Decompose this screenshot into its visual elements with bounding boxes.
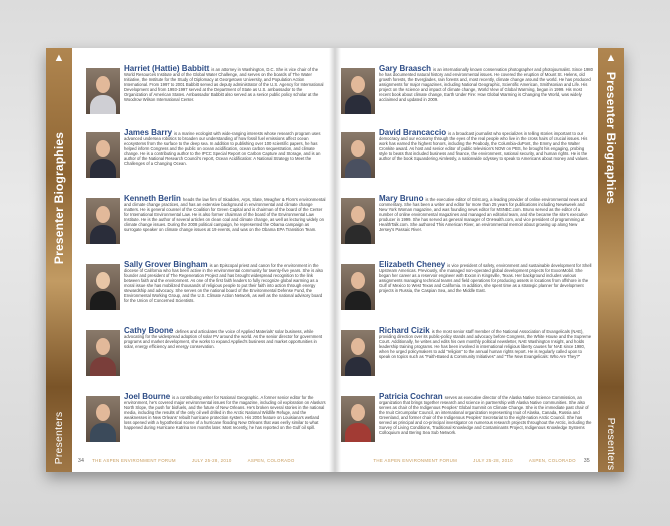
bio-text-block [124, 394, 326, 430]
footer-dates: JULY 25-28, 2010 [473, 458, 513, 463]
presenter-photo [86, 68, 120, 114]
presenter-photo [341, 330, 375, 376]
bio-text-block [124, 328, 326, 349]
presenter-photo [341, 264, 375, 310]
presenter-name: Sally Grover Bingham [124, 260, 208, 269]
bio-text-block [379, 66, 593, 102]
bio-entry [86, 196, 326, 256]
bio-text-block [124, 66, 326, 102]
presenter-bio: is a broadcast journalist who specializes in telling stories important to our democracy and our economy through the eyes of the real people who live in the cross hairs of crucial issues. His work has earned the highest honors, including the Peabody, the Columbia-duPont, the Emmy and the Walter Cronkite award. As host and senior editor of public television's NOW on PBS, he brought his engaging, probing style to beats that included business and finance, the environment, national security, and human rights. He is the author of the book Squandering Aimlessly, a nationwide odyssey to speak to Americans about money and values. [379, 131, 589, 161]
presenter-photo [341, 396, 375, 442]
right-page [335, 48, 624, 472]
right-page-strip [598, 48, 624, 472]
presenter-photo [341, 132, 375, 178]
page-footer [373, 458, 590, 464]
bio-text-block [379, 130, 593, 161]
presenter-bio: is an internationally known conservation photographer and photojournalist. Since 1980 he has documented natural history and environmental issues. He covered the eruption of Mount St. Helens, old growth forests, the Everglades, rain forests and, most recently, climate change around the world. He has produced assignments for major magazines, including National Geographic, Scientific American, Smithsonian and Life. His project on the science and impact of climate change, World View of Global Warming, began in 1999. His most recent book about climate change, Earth Under Fire: How Global Warming is Changing the World, was widely acclaimed and updated in 2009. [379, 67, 593, 102]
presenter-bio: is a contributing writer for National Geographic. A former senior editor for the environment, he's covered major environmental issues for the magazine, including oil exploration on Alaska's North Slope, the push for biofuels, and the future of New Orleans. He's broken several stories in the national media, including the results of the only oil well drilled in the Arctic National Wildlife Refuge, and the weaknesses in New Orleans' rebuilt hurricane protection system. His 2004 feature on Louisiana's wetland loss opened with a hypothetical scene of a hurricane flooding New Orleans that was eerily similar to what happened during Hurricane Katrina ten months later. Most recently, he has reported on the Gulf oil spill. [124, 395, 326, 430]
page-footer [78, 458, 295, 464]
presenter-bio: is the executive editor of Grist.org, a leading provider of online environmental news and commentary. She has been a writer and editor for more than 25 years for publications including Newsweek and New York Woman magazine, and was founding news editor for MSNBC.com. Bruno served as the editor of a number of online environmental magazines and managed an editorial team, and she became the site's executive producer in 1999. She has served as general manager of OnHealth.com, and vice president of programming at HealthTalk.com. She authored This American River, an environmental memoir about growing up along New Jersey's Passaic River. [379, 197, 588, 232]
bio-entry [86, 66, 326, 126]
presenter-bio: defines and articulates the voice of Applied Materials' solar business, while advocating for the widespread adoption of solar PV around the world. As the senior director for government programs and market development, she works to expand Applied's business and market opportunities in solar, energy efficiency and energy conservation. [124, 329, 323, 349]
bio-entry [341, 66, 593, 126]
bio-entry [341, 328, 593, 388]
page-number: 34 [78, 458, 85, 464]
presenter-name: James Barry [124, 128, 173, 137]
mountain-logo-icon: ▲ [53, 52, 65, 64]
bio-text-block [379, 262, 593, 293]
bio-text-block [124, 196, 326, 232]
strip-section: Presenters [605, 417, 617, 471]
page-number: 35 [583, 458, 590, 464]
presenter-photo [86, 330, 120, 376]
presenter-name: Gary Braasch [379, 64, 432, 73]
presenter-photo [86, 132, 120, 178]
presenter-bio: is vice president of safety, environment and sustainable development for Shell Upstream Americas. Previously, she managed non-operated global development projects for ExxonMobil. She began her career as a reservoir engineer with Exxon in Kingsville, Texas. Her background includes various assignments managing technical teams and field operations for producing assets in locations from offshore in the Gulf of Mexico to West Texas and California. In addition, she spent time as a strategic planner for development projects in Russia, the Caspian Sea, and the Middle East. [379, 263, 592, 293]
bio-entry [86, 328, 326, 388]
footer-location: ASPEN, COLORADO [528, 458, 576, 463]
bio-text-block [124, 130, 326, 166]
bio-entry [341, 130, 593, 190]
presenter-name: Cathy Boone [124, 326, 174, 335]
booklet-spread [46, 48, 624, 472]
footer-location: ASPEN, COLORADO [247, 458, 295, 463]
left-page-strip [46, 48, 72, 472]
bio-entry [341, 394, 593, 454]
presenter-bio: is the most senior staff member of the National Association of Evangelicals (NAE), providing direction over its public-policy stands and advocacy before Congress, the White House and the Supreme Court. Additionally, he writes and edits his own monthly political newsletter, NAE Washington Insight, and holds leadership training programs. He has been involved in international religious liberty causes for NAE since 1980, when he urged policymakers to add "religion" to the annual human rights report. He is regularly called upon to speak on topics such as "Faith-Based & Community Initiatives" and "The New Evangelicals: Who Are They?" [379, 329, 592, 359]
bio-entry [86, 394, 326, 454]
presenter-name: Kenneth Berlin [124, 194, 181, 203]
presenter-name: Patricia Cochran [379, 392, 443, 401]
footer-forum: THE ASPEN ENVIRONMENT FORUM [373, 458, 458, 463]
presenter-photo [86, 264, 120, 310]
presenter-bio: is an Episcopal priest and canon for the environment in the diocese of California who has been active in the environmental community for twenty-five years. She is also founder and president of The Regeneration Project and has brought widespread recognition to the link between faith and the environment. As one of the first faith leaders to fully recognize global warming as a moral issue she has mobilized thousands of religious people to put their faith into action through energy stewardship and advocacy. She serves on the national board of the Environmental Defense Fund, the Environmental Working Group, and the U.S. Climate Action Network, as well as the national advisory board for the Union of Concerned Scientists. [124, 263, 324, 303]
presenter-name: Mary Bruno [379, 194, 424, 203]
bio-entry [341, 196, 593, 256]
presenter-photo [86, 198, 120, 244]
bio-text-block [124, 262, 326, 303]
bio-entry [86, 130, 326, 190]
presenter-bio: is a marine ecologist with wide-ranging interests whose research program uses advanced undersea robotics to broaden our understanding of how fossil fuel emissions affect ocean ecosystems from the surface to the deep sea. In addition to publishing over 100 scientific papers, he has helped inform Congress and the public on ocean acidification, ocean carbon sequestration, and climate change. He is a contributing author to the IPCC Special Report on Carbon Capture and Storage, and is an author of the National Research Council's report, Ocean Acidification: A National Strategy to Meet the Challenges of a Changing Ocean. [124, 131, 321, 166]
strip-section: Presenters [53, 411, 65, 465]
presenter-name: David Brancaccio [379, 128, 447, 137]
bio-text-block [379, 196, 593, 232]
presenter-photo [86, 396, 120, 442]
bio-text-block [379, 328, 593, 359]
presenter-bio: is an attorney in Washington, D.C. She is vice chair of the World Resources Institute and of the Global Water Challenge, and serves on the boards of The Water Initiative, the Institute for the Study of Diplomacy at Georgetown University, and Population Action International. From 1997 to 2001 Babbitt served as deputy administrator of the U.S. Agency for International Development and from 1993-1997 served at the Department of State as U.S. ambassador to the Organization of American States. Ambassador Babbitt also served as a senior public policy scholar at the Woodrow Wilson International Center. [124, 67, 324, 102]
mountain-logo-icon: ▲ [605, 52, 617, 64]
presenter-name: Elizabeth Cheney [379, 260, 446, 269]
presenter-bio: serves as executive director of the Alaska Native Science Commission, an organization that brings together research and science in partnership with Alaska Native communities. She also serves as chair of the Indigenous Peoples' Global Summit on Climate Change. She is the immediate past chair of the Inuit Circumpolar Council, an international organization representing Inuit of Alaska, Canada, Russia and Greenland, and former chair of the Indigenous Peoples' Secretariat to the eight-nation Arctic Council. She has served as principal and co-principal investigator on numerous research projects throughout the Arctic, including the Survey of Living Conditions, Traditional Knowledge and Contaminants Project, Indigenous Knowledge Systems Colloquium and Bering Sea Sub Network. [379, 395, 592, 435]
strip-title: Presenter Biographies [604, 71, 618, 205]
left-page [46, 48, 335, 472]
footer-forum: THE ASPEN ENVIRONMENT FORUM [92, 458, 176, 463]
presenter-name: Joel Bourne [124, 392, 171, 401]
strip-title: Presenter Biographies [52, 131, 66, 265]
presenter-name: Harriet (Hattie) Babbitt [124, 64, 210, 73]
bio-entry [86, 262, 326, 322]
presenter-name: Richard Cizik [379, 326, 430, 335]
bio-text-block [379, 394, 593, 435]
presenter-photo [341, 68, 375, 114]
footer-dates: JULY 25-28, 2010 [191, 458, 232, 463]
presenter-bio: heads the law firm of Skadden, Arps, Slate, Meagher & Flom's environmental and climate change practices, and has an extensive background in environmental and climate change matters. He is general counsel of the Coalition for Green Capital and is chairman of the board of the Center for International Environmental Law. He is also former chairman of the board of the Environmental Law Institute. He is the author of several articles on clean coal and climate change, as well as lecturing widely on climate change issues. During the 2008 political campaign, he represented the Obama campaign as surrogate speaker on climate change issues at 19 events, and was on the Obama EPA Transition Team. [124, 197, 326, 232]
presenter-photo [341, 198, 375, 244]
bio-entry [341, 262, 593, 322]
